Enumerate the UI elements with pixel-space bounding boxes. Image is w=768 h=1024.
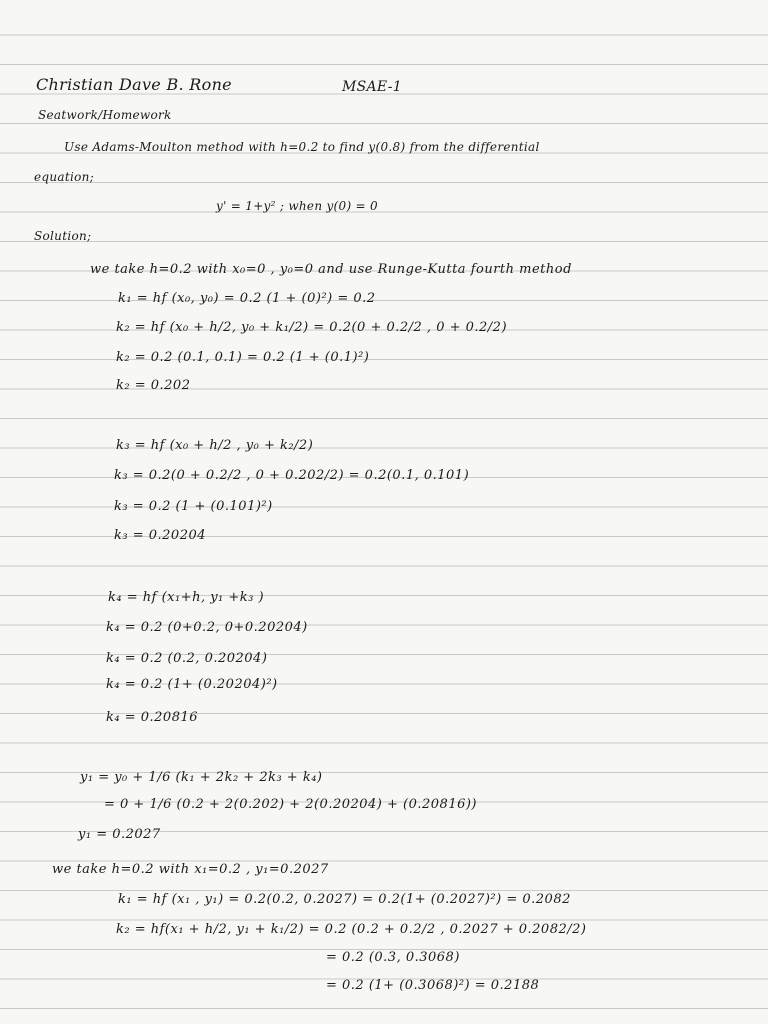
step2-k2a: k₂ = hf(x₁ + h/2, y₁ + k₁/2) = 0.2 (0.2 + 0.2/2 , 0.2027 + 0.2082/2) [116,922,587,937]
step1-k1: k₁ = hf (x₀, y₀) = 0.2 (1 + (0)²) = 0.2 [118,291,376,306]
step1-k2b: k₂ = 0.2 (0.1, 0.1) = 0.2 (1 + (0.1)²) [116,350,370,365]
step2-k2c: = 0.2 (1+ (0.3068)²) = 0.2188 [326,978,540,993]
step1-k4e: k₄ = 0.20816 [106,710,199,725]
step1-k3d: k₃ = 0.20204 [114,528,207,543]
step1-intro: we take h=0.2 with x₀=0 , y₀=0 and use Runge-Kutta fourth method [90,262,572,277]
step1-y1c: y₁ = 0.2027 [78,827,161,842]
solution-label: Solution; [34,229,92,243]
step1-y1a: y₁ = y₀ + 1/6 (k₁ + 2k₂ + 2k₃ + k₄) [80,770,323,785]
assignment-title: Seatwork/Homework [38,108,172,122]
student-name: Christian Dave B. Rone [36,75,232,94]
step1-k3c: k₃ = 0.2 (1 + (0.101)²) [114,499,273,514]
step1-y1b: = 0 + 1/6 (0.2 + 2(0.202) + 2(0.20204) + (0.20816)) [104,797,478,812]
step1-k3b: k₃ = 0.2(0 + 0.2/2 , 0 + 0.202/2) = 0.2(0.1, 0.101) [114,468,470,483]
step2-intro: we take h=0.2 with x₁=0.2 , y₁=0.2027 [52,862,329,877]
step2-k1: k₁ = hf (x₁ , y₁) = 0.2(0.2, 0.2027) = 0.2(1+ (0.2027)²) = 0.2082 [118,892,571,907]
step1-k2c: k₂ = 0.202 [116,378,191,393]
problem-equation: y' = 1+y² ; when y(0) = 0 [216,199,378,213]
step1-k2a: k₂ = hf (x₀ + h/2, y₀ + k₁/2) = 0.2(0 + 0.2/2 , 0 + 0.2/2) [116,320,508,335]
step1-k4d: k₄ = 0.2 (1+ (0.20204)²) [106,677,278,692]
step1-k3a: k₃ = hf (x₀ + h/2 , y₀ + k₂/2) [116,438,314,453]
problem-line-1: Use Adams-Moulton method with h=0.2 to find y(0.8) from the differential [64,140,540,154]
problem-line-2: equation; [34,170,95,184]
step2-k2b: = 0.2 (0.3, 0.3068) [326,950,460,965]
step1-k4a: k₄ = hf (x₁+h, y₁ +k₃ ) [108,590,265,605]
step1-k4b: k₄ = 0.2 (0+0.2, 0+0.20204) [106,620,308,635]
section-label: MSAE-1 [342,79,402,95]
step1-k4c: k₄ = 0.2 (0.2, 0.20204) [106,651,268,666]
